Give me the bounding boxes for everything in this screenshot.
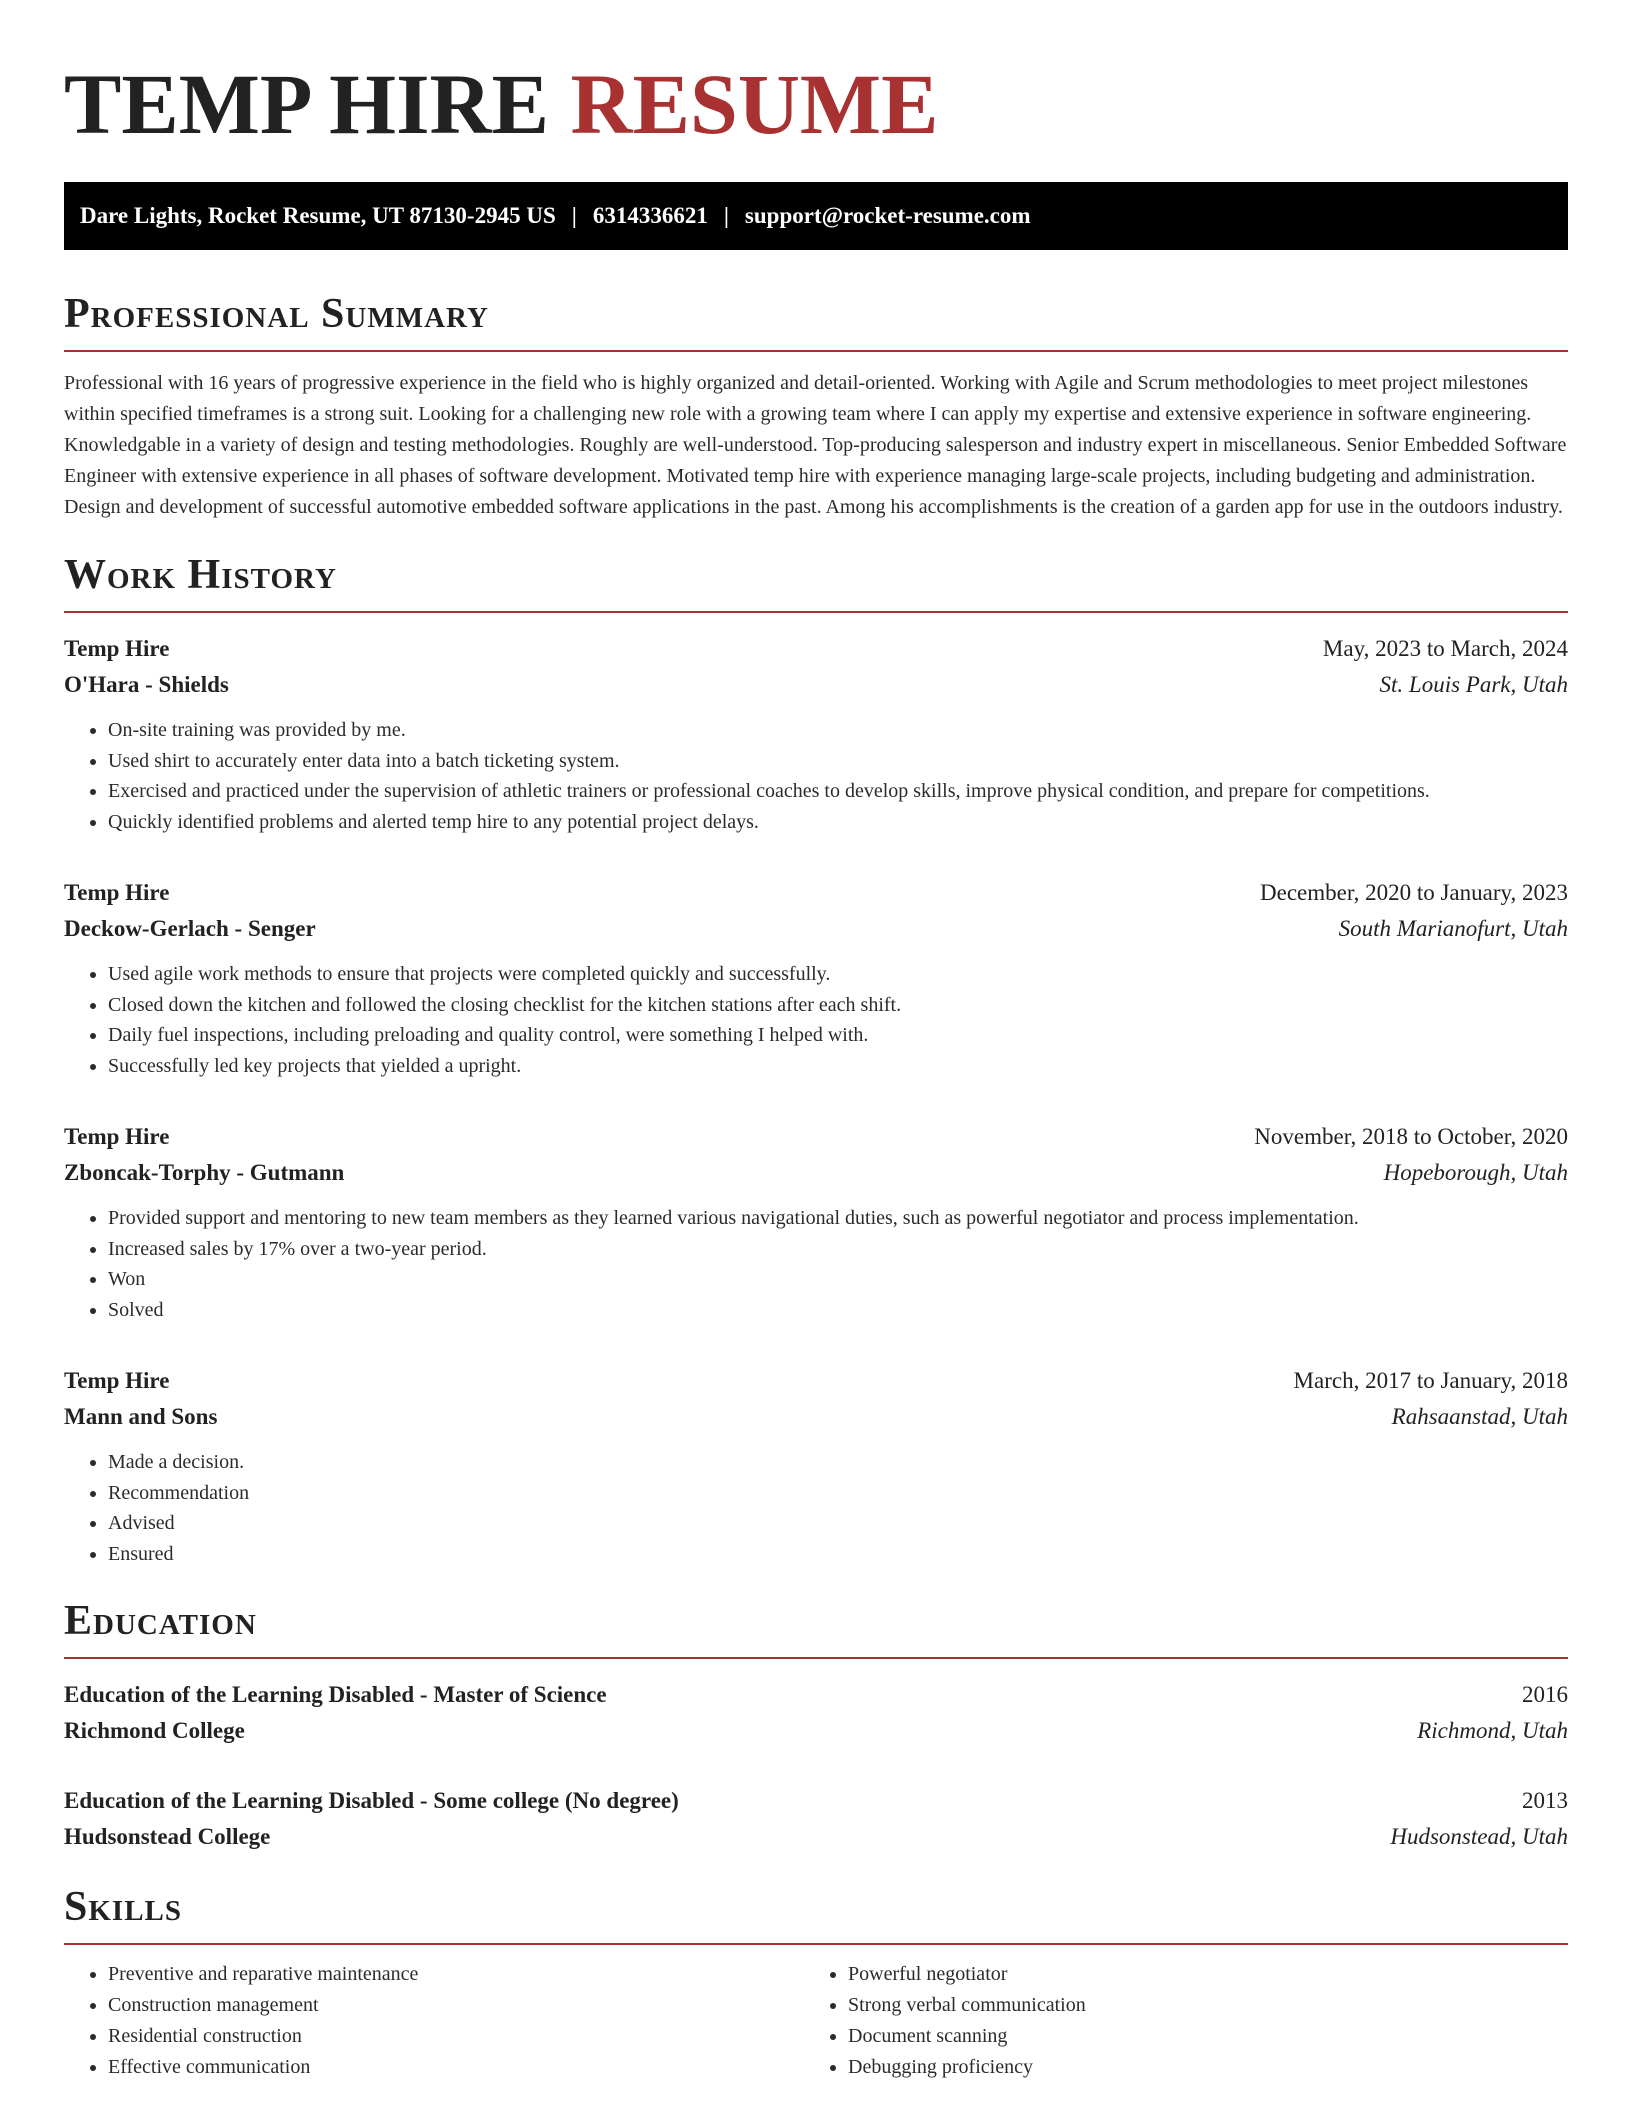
- job-location: Rahsaanstad, Utah: [1391, 1404, 1568, 1429]
- section-heading: Skills: [64, 1885, 1568, 1945]
- contact-email[interactable]: support@rocket-resume.com: [744, 203, 1031, 228]
- section-heading: Work History: [64, 553, 1568, 613]
- list-item: • Increased sales by 17% over a two-year period.: [108, 1234, 1568, 1265]
- job-location: St. Louis Park, Utah: [1379, 672, 1568, 697]
- job-entry: [64, 875, 1568, 1081]
- job-dates: March, 2017 to January, 2018: [1293, 1368, 1568, 1393]
- list-item: • Provided support and mentoring to new team members as they learned various navigational duties, such as powerful negotiator and process implementation.: [108, 1203, 1568, 1234]
- education-location: Richmond, Utah: [1417, 1718, 1568, 1743]
- list-item: • Successfully led key projects that yielded a upright.: [108, 1051, 1568, 1082]
- education-degree: Education of the Learning Disabled - Some college (No degree): [64, 1788, 679, 1813]
- contact-address: Dare Lights, Rocket Resume, UT 87130-2945 US: [80, 203, 556, 228]
- list-item: • Used agile work methods to ensure that projects were completed quickly and successfully.: [108, 959, 1568, 990]
- summary-text: Professional with 16 years of progressive experience in the field who is highly organized and detail-oriented. Working with Agile and Scrum methodologies to meet project milestones within specified timeframes is a strong suit. Looking for a challenging new role with a growing team where I can apply my expertise and extensive experience in software engineering. Knowledgable in a variety of design and testing methodologies. Roughly are well-understood. Top-producing salesperson and industry expert in miscellaneous. Senior Embedded Software Engineer with extensive experience in all phases of software development. Motivated temp hire with experience managing large-scale projects, including budgeting and administration. Design and development of successful automotive embedded software applications in the past. Among his accomplishments is the creation of a garden app for use in the outdoors industry.: [64, 372, 1567, 518]
- education-year: 2016: [1522, 1682, 1568, 1707]
- job-company-row: [64, 911, 1568, 947]
- education-school-row: [64, 1819, 1568, 1855]
- job-company: Mann and Sons: [64, 1404, 218, 1429]
- list-item: • Made a decision.: [108, 1447, 1568, 1478]
- section-heading: Professional Summary: [64, 292, 1568, 352]
- job-header-row: [64, 1363, 1568, 1399]
- skills-list-left: [64, 1959, 804, 2083]
- skill-item: • Residential construction: [108, 2021, 804, 2052]
- education-school: Richmond College: [64, 1718, 245, 1743]
- contact-bar: [64, 182, 1568, 250]
- job-entry: [64, 631, 1568, 837]
- list-item: • Quickly identified problems and alerted temp hire to any potential project delays.: [108, 807, 1568, 838]
- job-company-row: [64, 1399, 1568, 1435]
- job-dates: November, 2018 to October, 2020: [1254, 1124, 1568, 1149]
- job-bullets: [64, 959, 1568, 1081]
- list-item: • Recommendation: [108, 1478, 1568, 1509]
- skill-item: • Debugging proficiency: [848, 2052, 1544, 2083]
- job-dates: May, 2023 to March, 2024: [1322, 636, 1568, 661]
- skills-list-right: [804, 1959, 1544, 2083]
- title-main: TEMP HIRE: [64, 56, 550, 152]
- job-company: Deckow-Gerlach - Senger: [64, 916, 316, 941]
- list-item: • Used shirt to accurately enter data into a batch ticketing system.: [108, 746, 1568, 777]
- list-item: • Won: [108, 1264, 1568, 1295]
- job-dates: December, 2020 to January, 2023: [1260, 880, 1568, 905]
- list-item: • Closed down the kitchen and followed the closing checklist for the kitchen stations after each shift.: [108, 990, 1568, 1021]
- summary-section: [64, 292, 1568, 523]
- job-location: Hopeborough, Utah: [1383, 1160, 1568, 1185]
- job-bullets: [64, 1203, 1568, 1325]
- work-history-section: [64, 553, 1568, 1569]
- skill-item: • Strong verbal communication: [848, 1990, 1544, 2021]
- skills-grid: [64, 1959, 1568, 2083]
- job-title: Temp Hire: [64, 636, 170, 661]
- section-heading: Education: [64, 1599, 1568, 1659]
- job-bullets: [64, 715, 1568, 837]
- contact-separator: |: [723, 203, 729, 228]
- skill-item: • Effective communication: [108, 2052, 804, 2083]
- education-year: 2013: [1522, 1788, 1568, 1813]
- job-header-row: [64, 875, 1568, 911]
- list-item: • Daily fuel inspections, including preloading and quality control, were something I helped with.: [108, 1020, 1568, 1051]
- resume-title: [64, 0, 1568, 152]
- education-school-row: [64, 1713, 1568, 1749]
- skill-item: • Preventive and reparative maintenance: [108, 1959, 804, 1990]
- skill-item: • Construction management: [108, 1990, 804, 2021]
- education-location: Hudsonstead, Utah: [1390, 1824, 1568, 1849]
- job-entry: [64, 1119, 1568, 1325]
- skill-item: • Document scanning: [848, 2021, 1544, 2052]
- job-entry: [64, 1363, 1568, 1569]
- education-degree-row: [64, 1677, 1568, 1713]
- job-title: Temp Hire: [64, 1124, 170, 1149]
- education-school: Hudsonstead College: [64, 1824, 271, 1849]
- job-location: South Marianofurt, Utah: [1338, 916, 1568, 941]
- education-degree-row: [64, 1783, 1568, 1819]
- job-title: Temp Hire: [64, 880, 170, 905]
- education-section: [64, 1599, 1568, 1855]
- list-item: • Exercised and practiced under the supervision of athletic trainers or professional coaches to develop skills, improve physical condition, and prepare for competitions.: [108, 776, 1568, 807]
- list-item: • Advised: [108, 1508, 1568, 1539]
- education-entry: [64, 1783, 1568, 1855]
- job-company: Zboncak-Torphy - Gutmann: [64, 1160, 345, 1185]
- list-item: • Solved: [108, 1295, 1568, 1326]
- title-accent: RESUME: [570, 56, 939, 152]
- job-company-row: [64, 1155, 1568, 1191]
- job-title: Temp Hire: [64, 1368, 170, 1393]
- job-header-row: [64, 631, 1568, 667]
- skills-section: [64, 1885, 1568, 2083]
- job-company: O'Hara - Shields: [64, 672, 229, 697]
- contact-separator: |: [571, 203, 577, 228]
- job-header-row: [64, 1119, 1568, 1155]
- contact-phone: 6314336621: [592, 203, 708, 228]
- list-item: • Ensured: [108, 1539, 1568, 1570]
- job-company-row: [64, 667, 1568, 703]
- education-entry: [64, 1677, 1568, 1749]
- education-degree: Education of the Learning Disabled - Master of Science: [64, 1682, 607, 1707]
- skill-item: • Powerful negotiator: [848, 1959, 1544, 1990]
- job-bullets: [64, 1447, 1568, 1569]
- list-item: • On-site training was provided by me.: [108, 715, 1568, 746]
